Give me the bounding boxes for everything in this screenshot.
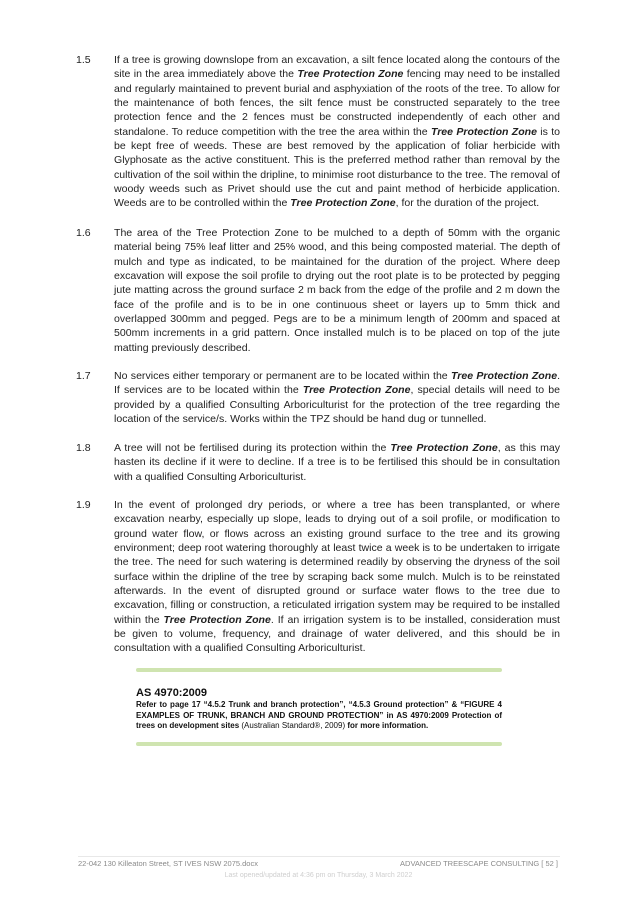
clause-number: 1.9 — [76, 499, 91, 511]
footer-document-name: 22-042 130 Killeaton Street, ST IVES NSW 2075.docx — [78, 859, 258, 868]
note-title: AS 4970:2009 — [136, 687, 207, 699]
clause-number: 1.7 — [76, 370, 91, 382]
note-top-rule — [136, 668, 502, 672]
clause-number: 1.8 — [76, 442, 91, 454]
clause-number: 1.5 — [76, 54, 91, 66]
clause-text: If a tree is growing downslope from an excavation, a silt fence located along the contours of the site in the area immediately above the Tree Protection Zone fencing may need to be installed and regularly maintained to prevent burial and asphyxiation of the roots of the tree. To allow for the maintenance of both fences, the silt fence must be constructed separately to the tree protection fence and the 2 fences must be constructed independently of each other and standalone. To reduce competition with the tree the area within the Tree Protection Zone is to be kept free of weeds. These are best removed by the application of foliar herbicide with Glyphosate as the active constituent. This is the preferred method rather than removal by the cultivation of the soil within the dripline, to minimise root disturbance to the tree. The removal of woody weeds such as Privet should use the cut and paint method of herbicide application. Weeds are to be controlled within the Tree Protection Zone, for the duration of the project. — [114, 54, 561, 210]
clause-1-5 — [76, 53, 560, 211]
clause-text: In the event of prolonged dry periods, or where a tree has been transplanted, or where excavation nearby, especially up slope, leads to drying out of a soil profile, or modification to ground water flow, or flows across an existing ground surface to the tree and its growing environment; deep root watering thoroughly at least twice a week is to be undertaken to irrigate the tree. The need for such watering is determined readily by observing the dryness of the soil surface within the dripline of the tree by scraping back some mulch. Mulch is to be reinstated afterwards. In the event of disrupted ground or surface water flows to the tree due to excavation, filling or construction, a reticulated irrigation system may be required to be installed within the Tree Protection Zone. If an irrigation system is to be installed, consideration must be given to volume, frequency, and drainage of water delivered, and this should be in consultation with a qualified Consulting Arboriculturist. — [114, 499, 560, 655]
clause-1-9 — [76, 498, 560, 656]
footer-divider — [78, 856, 560, 857]
footer-last-updated: Last opened/updated at 4:36 pm on Thursday, 3 March 2022 — [224, 872, 413, 879]
standard-reference-note — [136, 668, 502, 746]
clause-1-7 — [76, 369, 560, 426]
clause-1-6 — [76, 226, 560, 355]
clause-1-8 — [76, 441, 560, 484]
clause-number: 1.6 — [76, 227, 91, 239]
note-text: Refer to page 17 “4.5.2 Trunk and branch protection”, “4.5.3 Ground protection” & “FIGURE 4 EXAMPLES OF TRUNK, BRANCH AND GROUND PROTECTION” in AS 4970:2009 Protection of trees on development sites (Australian Standard®, 2009) for more information. — [136, 700, 502, 731]
clause-text: The area of the Tree Protection Zone to be mulched to a depth of 50mm with the organic material being 75% leaf litter and 25% wood, and this being composted material. The depth of mulch and type as indicated, to be maintained for the duration of the project. Where deep excavation will expose the soil profile to drying out the root plate is to be protected by pegging jute matting across the ground surface 2 m back from the edge of the profile and 2 m down the face of the profile and is to be in one continuous sheet or layers up to 5mm thick and overlapped 300mm and pegged. Pegs are to be a minimum length of 200mm and spaced at 500mm increments in a grid pattern. Once installed mulch is to be placed on top of the jute matting previously described. — [114, 227, 560, 354]
footer-company-page: ADVANCED TREESCAPE CONSULTING [ 52 ] — [400, 859, 558, 868]
note-bottom-rule — [136, 742, 502, 746]
clause-text: No services either temporary or permanent are to be located within the Tree Protection Zone. If services are to be located within the Tree Protection Zone, special details will need to be provided by a qualified Consulting Arboriculturist for the protection of the tree regarding the location of the service/s. Works within the TPZ should be hand dug or tunnelled. — [114, 370, 561, 426]
clause-text: A tree will not be fertilised during its protection within the Tree Protection Zone, as this may hasten its decline if it were to decline. If a tree is to be fertilised this should be in consultation with a qualified Consulting Arboriculturist. — [114, 442, 560, 483]
